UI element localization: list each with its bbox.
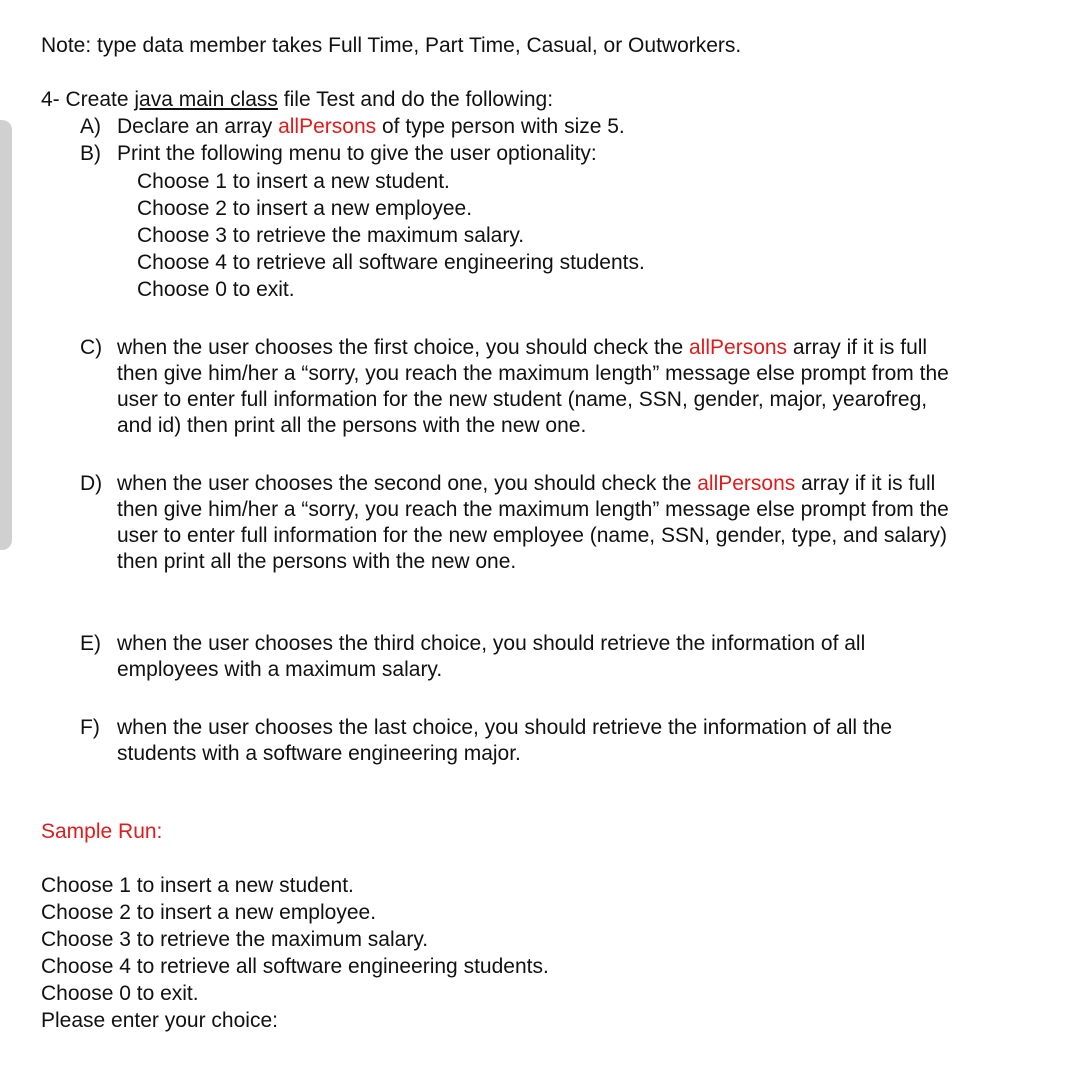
menu-item-2: Choose 2 to insert a new employee. (137, 197, 473, 220)
sample-line-1: Choose 1 to insert a new student. (41, 874, 354, 897)
sample-line-5: Choose 0 to exit. (41, 982, 199, 1005)
note-text: Note: type data member takes Full Time, Part Time, Casual, or Outworkers. (41, 34, 742, 57)
side-scroll-handle[interactable] (0, 120, 12, 550)
item-c-letter: C) (80, 336, 103, 359)
item-d-line-4: then print all the persons with the new one. (117, 550, 517, 573)
sample-line-4: Choose 4 to retrieve all software engineering students. (41, 955, 549, 978)
sample-run-title: Sample Run: (41, 820, 163, 843)
item-c-line-1 (117, 335, 927, 361)
item-c-line-2: then give him/her a “sorry, you reach the maximum length” message else prompt from the (117, 362, 949, 385)
section-4-suffix: file Test and do the following: (277, 88, 554, 111)
java-main-class-text: java main class (134, 88, 278, 111)
item-d-line-1-post: array if it is full (795, 472, 936, 495)
item-e-line-1: when the user chooses the third choice, you should retrieve the information of all (117, 632, 866, 655)
item-d-line-1-pre: when the user chooses the second one, you should check the (117, 472, 698, 495)
item-d-line-3: user to enter full information for the new employee (name, SSN, gender, type, and salary) (117, 524, 947, 547)
item-f-line-2: students with a software engineering major. (117, 742, 521, 765)
item-a-text (117, 114, 625, 140)
item-a-pre: Declare an array (117, 115, 279, 138)
item-e-line-2: employees with a maximum salary. (117, 658, 443, 681)
item-d-line-1 (117, 471, 935, 497)
sample-line-3: Choose 3 to retrieve the maximum salary. (41, 928, 429, 951)
menu-item-3: Choose 3 to retrieve the maximum salary. (137, 224, 525, 247)
item-c-line-1-pre: when the user chooses the first choice, you should check the (117, 336, 689, 359)
menu-item-0: Choose 0 to exit. (137, 278, 295, 301)
item-a-letter: A) (80, 115, 101, 138)
item-c-line-1-post: array if it is full (787, 336, 928, 359)
item-d-letter: D) (80, 472, 103, 495)
menu-item-4: Choose 4 to retrieve all software engineering students. (137, 251, 645, 274)
sample-line-2: Choose 2 to insert a new employee. (41, 901, 377, 924)
item-f-letter: F) (80, 716, 100, 739)
item-f-line-1: when the user chooses the last choice, you should retrieve the information of all the (117, 716, 893, 739)
item-c-highlight: allPersons (689, 336, 788, 359)
item-b-text: Print the following menu to give the user optionality: (117, 142, 597, 165)
item-a-post: of type person with size 5. (376, 115, 625, 138)
item-d-highlight: allPersons (697, 472, 796, 495)
item-a-highlight: allPersons (278, 115, 377, 138)
item-c-line-4: and id) then print all the persons with the new one. (117, 414, 587, 437)
item-d-line-2: then give him/her a “sorry, you reach the maximum length” message else prompt from the (117, 498, 949, 521)
section-4-prefix: 4- Create (41, 88, 135, 111)
menu-item-1: Choose 1 to insert a new student. (137, 170, 450, 193)
item-e-letter: E) (80, 632, 101, 655)
section-4-heading (41, 87, 553, 113)
sample-line-6: Please enter your choice: (41, 1009, 278, 1032)
item-c-line-3: user to enter full information for the new student (name, SSN, gender, major, yearofreg, (117, 388, 928, 411)
item-b-letter: B) (80, 142, 101, 165)
